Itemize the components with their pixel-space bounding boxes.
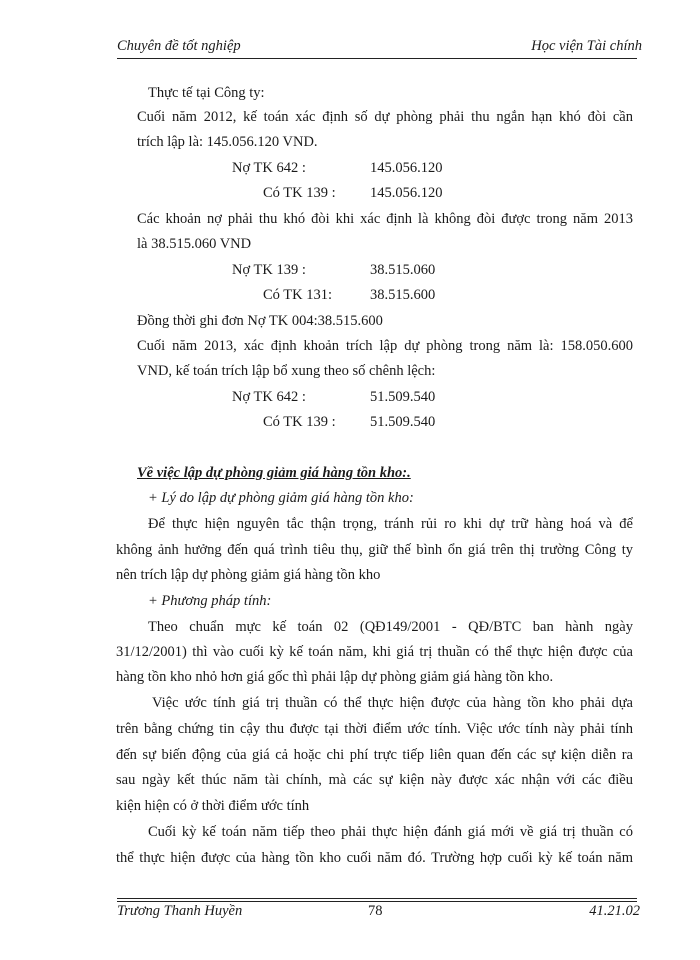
line-company-actual: Thực tế tại Công ty:	[148, 85, 265, 101]
entry2-debit-label: Nợ TK 139 :	[232, 262, 306, 278]
subheading-method: + Phương pháp tính:	[148, 593, 272, 609]
para-2012-line2: trích lập là: 145.056.120 VND.	[137, 134, 318, 150]
footer-rule	[117, 898, 637, 899]
para-method-line3: hàng tồn kho nhỏ hơn giá gốc thì phải lập dự phòng giảm giá hàng tồn kho.	[116, 669, 554, 685]
entry3-credit-value: 51.509.540	[370, 414, 436, 430]
para-reason-line1: Để thực hiện nguyên tắc thận trọng, tránh rủi ro khi dự trữ hàng hoá và để	[148, 516, 633, 532]
entry1-credit-label: Có TK 139 :	[263, 185, 336, 201]
line-single-entry: Đồng thời ghi đơn Nợ TK 004:38.515.600	[137, 313, 383, 329]
entry2-debit-value: 38.515.060	[370, 262, 436, 278]
para-nextyear-line2: thể thực hiện được của hàng tồn kho cuối năm đó. Trường hợp cuối kỳ kế toán năm	[116, 850, 633, 866]
entry2-credit-value: 38.515.600	[370, 287, 436, 303]
para-baddebt-line2: là 38.515.060 VND	[137, 236, 252, 252]
header-left: Chuyên đề tốt nghiệp	[117, 38, 241, 54]
section-heading: Về việc lập dự phòng giảm giá hàng tồn kho:.	[137, 465, 411, 481]
para-estimate-line1: Việc ước tính giá trị thuần có thể thực hiện được của hàng tồn kho phải dựa	[152, 695, 633, 711]
footer-author: Trương Thanh Huyền	[117, 903, 243, 919]
entry3-debit-value: 51.509.540	[370, 389, 436, 405]
entry2-credit-label: Có TK 131:	[263, 287, 333, 303]
header-right: Học viện Tài chính	[531, 38, 642, 54]
header-rule	[117, 58, 637, 59]
para-2013-line2: VND, kế toán trích lập bổ xung theo số chênh lệch:	[137, 363, 436, 379]
para-2013-line1: Cuối năm 2013, xác định khoản trích lập dự phòng trong năm là: 158.050.600	[137, 338, 633, 354]
subheading-reason: + Lý do lập dự phòng giảm giá hàng tồn kho:	[148, 490, 414, 506]
footer-rule-double	[117, 901, 637, 902]
para-reason-line2: không ảnh hưởng đến quá trình tiêu thụ, giữ thế bình ổn giá trên thị trường Công ty	[116, 542, 633, 558]
entry1-debit-label: Nợ TK 642 :	[232, 160, 306, 176]
page-number: 78	[368, 903, 383, 919]
para-estimate-line4: sau ngày kết thúc năm tài chính, mà các sự kiện này được xác nhận với các điều	[116, 772, 633, 788]
entry1-credit-value: 145.056.120	[370, 185, 443, 201]
para-reason-line3: nên trích lập dự phòng giảm giá hàng tồn kho	[116, 567, 381, 583]
para-method-line2: 31/12/2001) thì vào cuối kỳ kế toán năm, khi giá trị thuần có thể thực hiện được của	[116, 644, 633, 660]
para-method-line1: Theo chuẩn mực kế toán 02 (QĐ149/2001 - QĐ/BTC ban hành ngày	[148, 619, 633, 635]
footer-code: 41.21.02	[589, 903, 640, 919]
para-2012-line1: Cuối năm 2012, kế toán xác định số dự phòng phải thu ngắn hạn khó đòi cần	[137, 109, 633, 125]
para-estimate-line2: trên bằng chứng tin cậy thu được tại thời điểm ước tính. Việc ước tính này phải tính	[116, 721, 633, 737]
para-nextyear-line1: Cuối kỳ kế toán năm tiếp theo phải thực hiện đánh giá mới về giá trị thuần có	[148, 824, 633, 840]
entry3-debit-label: Nợ TK 642 :	[232, 389, 306, 405]
entry3-credit-label: Có TK 139 :	[263, 414, 336, 430]
entry1-debit-value: 145.056.120	[370, 160, 443, 176]
para-estimate-line3: đến sự biến động của giá cả hoặc chi phí trực tiếp liên quan đến các sự kiện diễn ra	[116, 747, 633, 763]
para-estimate-line5: kiện hiện có ở thời điểm ước tính	[116, 798, 310, 814]
para-baddebt-line1: Các khoản nợ phải thu khó đòi khi xác định là không đòi được trong năm 2013	[137, 211, 633, 227]
